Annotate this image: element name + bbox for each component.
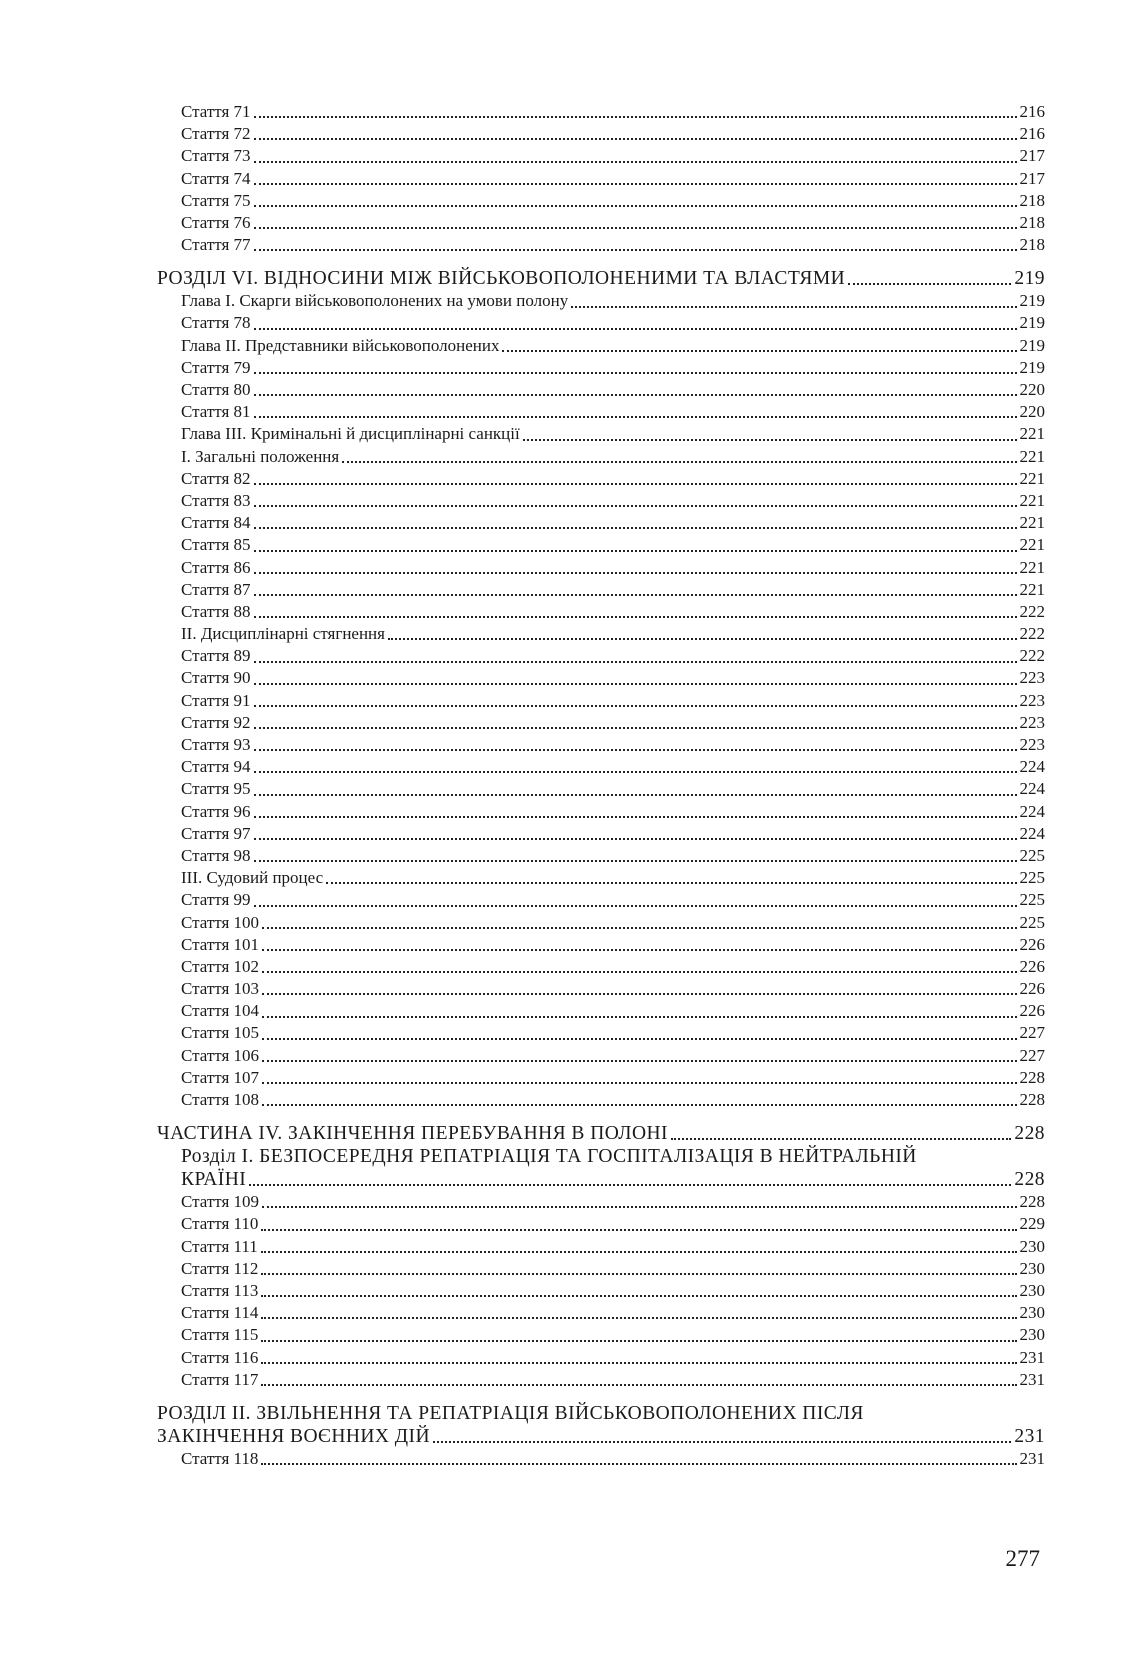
dot-leader	[523, 439, 1017, 441]
toc-entry	[157, 601, 1045, 623]
toc-entry-page: 224	[1019, 779, 1045, 799]
toc-entry-page: 223	[1019, 690, 1045, 710]
toc-entry-page: 226	[1019, 956, 1045, 976]
toc-entry-label: Стаття 71	[181, 101, 251, 121]
toc-entry	[157, 823, 1045, 845]
toc-entry	[157, 1000, 1045, 1022]
toc-entry-page: 219	[1019, 291, 1045, 311]
toc-entry	[157, 446, 1045, 468]
toc-entry	[157, 145, 1045, 167]
toc-entry-label: Стаття 72	[181, 124, 251, 144]
toc-entry	[157, 1369, 1045, 1391]
toc-entry	[157, 212, 1045, 234]
toc-entry-label: Стаття 96	[181, 801, 251, 821]
toc-entry-page: 231	[1019, 1448, 1045, 1468]
toc-entry-page: 223	[1019, 735, 1045, 755]
toc-entry-label: II. Дисциплінарні стягнення	[181, 624, 385, 644]
dot-leader	[254, 205, 1017, 207]
toc-entry-page: 230	[1019, 1303, 1045, 1323]
toc-entry	[157, 645, 1045, 667]
toc-entry-label: Стаття 117	[181, 1369, 259, 1389]
toc-entry	[157, 1302, 1045, 1324]
toc-entry-label: Стаття 112	[181, 1258, 259, 1278]
toc-entry-page: 221	[1019, 490, 1045, 510]
toc-entry-label: Стаття 99	[181, 890, 251, 910]
toc-entry	[157, 1324, 1045, 1346]
toc-entry-page: 225	[1019, 868, 1045, 888]
toc-entry-label: Стаття 91	[181, 690, 251, 710]
toc-entry-label: Стаття 84	[181, 513, 251, 533]
toc-entry-page: 219	[1019, 335, 1045, 355]
toc-entry-label: Стаття 97	[181, 823, 251, 843]
toc-entry-page: 226	[1019, 979, 1045, 999]
toc-entry-page: 226	[1019, 934, 1045, 954]
toc-entry-page: 217	[1019, 168, 1045, 188]
toc-entry-page: 230	[1019, 1258, 1045, 1278]
dot-leader	[254, 183, 1017, 185]
toc-entry-label: Стаття 100	[181, 912, 260, 932]
toc-entry-page: 219	[1019, 313, 1045, 333]
toc-entry-page: 226	[1019, 1001, 1045, 1021]
toc-entry-label: Стаття 76	[181, 212, 251, 232]
toc-entry-label: КРАЇНІ	[181, 1169, 247, 1191]
toc-entry-label: Стаття 108	[181, 1090, 260, 1110]
dot-leader	[671, 1138, 1011, 1140]
toc-entry-label: ЧАСТИНА IV. ЗАКІНЧЕННЯ ПЕРЕБУВАННЯ В ПОЛОНІ	[157, 1123, 668, 1145]
dot-leader	[262, 1016, 1016, 1018]
dot-leader	[262, 1060, 1016, 1062]
toc-entry-label: Стаття 101	[181, 934, 260, 954]
toc-entry-page: 228	[1014, 1123, 1045, 1145]
dot-leader	[254, 905, 1017, 907]
dot-leader	[262, 1038, 1016, 1040]
toc-entry-page: 222	[1019, 624, 1045, 644]
toc-entry-label: РОЗДІЛ VI. ВІДНОСИНИ МІЖ ВІЙСЬКОВОПОЛОНЕНИМИ ТА ВЛАСТЯМИ	[157, 268, 846, 290]
toc-entry-page: 219	[1014, 268, 1045, 290]
page-number: 277	[1005, 1546, 1040, 1571]
dot-leader	[261, 1340, 1016, 1342]
toc-entry	[157, 534, 1045, 556]
dot-leader	[571, 306, 1016, 308]
toc-entry-page: 228	[1019, 1067, 1045, 1087]
toc-entry-page: 229	[1019, 1214, 1045, 1234]
toc-entry-label: Стаття 92	[181, 712, 251, 732]
dot-leader	[254, 483, 1017, 485]
toc-entry-page: 230	[1019, 1280, 1045, 1300]
toc-entry-label: Стаття 88	[181, 601, 251, 621]
dot-leader	[254, 227, 1017, 229]
dot-leader	[262, 1206, 1016, 1208]
dot-leader	[433, 1441, 1011, 1443]
toc-entry	[157, 1213, 1045, 1235]
toc-entry-label: Глава I. Скарги військовополонених на умови полону	[181, 291, 569, 311]
toc-entry-label: Стаття 83	[181, 490, 251, 510]
table-of-contents	[157, 101, 1045, 1470]
toc-entry	[157, 978, 1045, 1000]
dot-leader	[388, 638, 1017, 640]
toc-entry	[157, 423, 1045, 445]
toc-entry	[157, 512, 1045, 534]
dot-leader	[254, 161, 1017, 163]
toc-entry	[157, 801, 1045, 823]
dot-leader	[254, 616, 1017, 618]
toc-entry	[157, 357, 1045, 379]
toc-entry-page: 216	[1019, 124, 1045, 144]
toc-entry-label: Стаття 90	[181, 668, 251, 688]
toc-entry-page: 221	[1019, 446, 1045, 466]
dot-leader	[261, 1273, 1016, 1275]
toc-entry-page: 221	[1019, 557, 1045, 577]
toc-entry	[157, 1236, 1045, 1258]
dot-leader	[254, 683, 1017, 685]
toc-entry-page: 222	[1019, 601, 1045, 621]
toc-entry-label: Стаття 80	[181, 380, 251, 400]
toc-entry-page: 221	[1019, 579, 1045, 599]
toc-entry	[157, 1045, 1045, 1067]
dot-leader	[254, 771, 1017, 773]
dot-leader	[254, 838, 1017, 840]
toc-entry-page: 219	[1019, 357, 1045, 377]
toc-entry-page: 228	[1019, 1090, 1045, 1110]
toc-entry-label: Стаття 86	[181, 557, 251, 577]
toc-entry	[157, 401, 1045, 423]
dot-leader	[326, 882, 1016, 884]
toc-entry-label: Глава II. Представники військовополонених	[181, 335, 500, 355]
toc-entry	[157, 867, 1045, 889]
toc-entry-label: Стаття 107	[181, 1067, 260, 1087]
toc-entry	[157, 468, 1045, 490]
dot-leader	[254, 794, 1017, 796]
dot-leader	[254, 394, 1017, 396]
toc-entry-label: Стаття 118	[181, 1448, 259, 1468]
toc-entry-label: І. Загальні положення	[181, 446, 340, 466]
dot-leader	[262, 927, 1016, 929]
toc-entry-heading: РОЗДІЛ II. ЗВІЛЬНЕННЯ ТА РЕПАТРІАЦІЯ ВІЙСЬКОВОПОЛОНЕНИХ ПІСЛЯ	[157, 1402, 864, 1424]
toc-entry-label: Стаття 106	[181, 1045, 260, 1065]
dot-leader	[261, 1362, 1016, 1364]
toc-entry-page: 225	[1019, 845, 1045, 865]
toc-entry-page: 225	[1019, 890, 1045, 910]
toc-entry	[157, 190, 1045, 212]
toc-entry	[157, 690, 1045, 712]
dot-leader	[261, 1229, 1016, 1231]
dot-leader	[254, 416, 1017, 418]
toc-entry	[157, 778, 1045, 800]
toc-entry-page: 224	[1019, 757, 1045, 777]
toc-entry-label: Стаття 115	[181, 1325, 259, 1345]
dot-leader	[262, 993, 1016, 995]
toc-entry-label: Стаття 113	[181, 1280, 259, 1300]
toc-entry-label: Стаття 93	[181, 735, 251, 755]
toc-entry	[157, 1089, 1045, 1111]
dot-leader	[261, 1295, 1016, 1297]
toc-entry	[157, 845, 1045, 867]
toc-entry-label: ЗАКІНЧЕННЯ ВОЄННИХ ДІЙ	[157, 1425, 431, 1447]
toc-entry-label: Стаття 116	[181, 1347, 259, 1367]
toc-entry-label: Стаття 109	[181, 1192, 260, 1212]
toc-entry-label: Стаття 79	[181, 357, 251, 377]
toc-entry-label: Стаття 77	[181, 235, 251, 255]
toc-entry	[157, 956, 1045, 978]
toc-entry-page: 227	[1019, 1045, 1045, 1065]
dot-leader	[254, 116, 1017, 118]
toc-entry-page: 218	[1019, 212, 1045, 232]
toc-entry-label: Стаття 110	[181, 1214, 259, 1234]
toc-entry	[157, 1168, 1045, 1191]
toc-entry-label: Стаття 114	[181, 1303, 259, 1323]
dot-leader	[254, 372, 1017, 374]
dot-leader	[254, 727, 1017, 729]
toc-entry	[157, 379, 1045, 401]
toc-entry	[157, 557, 1045, 579]
toc-entry-page: 217	[1019, 146, 1045, 166]
dot-leader	[254, 860, 1017, 862]
toc-entry	[157, 1425, 1045, 1448]
toc-entry-label: Стаття 102	[181, 956, 260, 976]
dot-leader	[254, 816, 1017, 818]
toc-entry-label: Глава III. Кримінальні й дисциплінарні санкції	[181, 424, 520, 444]
dot-leader	[261, 1251, 1017, 1253]
toc-entry	[157, 912, 1045, 934]
toc-entry	[157, 1023, 1045, 1045]
toc-entry	[157, 1122, 1045, 1145]
toc-entry-label: Стаття 75	[181, 190, 251, 210]
toc-entry	[157, 934, 1045, 956]
dot-leader	[254, 550, 1017, 552]
toc-entry	[157, 101, 1045, 123]
dot-leader	[254, 138, 1017, 140]
toc-entry	[157, 1191, 1045, 1213]
dot-leader	[848, 283, 1011, 285]
toc-entry-label: Стаття 95	[181, 779, 251, 799]
toc-entry-label: Стаття 81	[181, 402, 251, 422]
dot-leader	[254, 749, 1017, 751]
toc-entry	[157, 290, 1045, 312]
toc-entry-page: 224	[1019, 823, 1045, 843]
toc-entry-page: 227	[1019, 1023, 1045, 1043]
dot-leader	[262, 971, 1016, 973]
dot-leader	[262, 1104, 1016, 1106]
toc-entry-label: Стаття 73	[181, 146, 251, 166]
toc-entry	[157, 756, 1045, 778]
toc-entry-page: 231	[1019, 1369, 1045, 1389]
dot-leader	[502, 350, 1016, 352]
toc-entry-page: 224	[1019, 801, 1045, 821]
toc-entry	[157, 335, 1045, 357]
toc-entry-label: Стаття 94	[181, 757, 251, 777]
toc-entry	[157, 490, 1045, 512]
toc-entry-page: 231	[1014, 1425, 1045, 1447]
toc-entry-page: 218	[1019, 190, 1045, 210]
toc-entry	[157, 168, 1045, 190]
toc-entry-page: 220	[1019, 380, 1045, 400]
toc-entry-page: 220	[1019, 402, 1045, 422]
dot-leader	[261, 1317, 1016, 1319]
dot-leader	[262, 1082, 1016, 1084]
toc-entry	[157, 579, 1045, 601]
dot-leader	[254, 505, 1017, 507]
toc-entry-page: 221	[1019, 513, 1045, 533]
toc-entry-label: Стаття 89	[181, 646, 251, 666]
dot-leader	[254, 661, 1017, 663]
dot-leader	[249, 1184, 1011, 1186]
toc-entry-label: Стаття 98	[181, 845, 251, 865]
dot-leader	[254, 527, 1017, 529]
toc-entry	[157, 123, 1045, 145]
dot-leader	[261, 1463, 1016, 1465]
toc-entry-page: 223	[1019, 712, 1045, 732]
toc-entry	[157, 1347, 1045, 1369]
dot-leader	[262, 949, 1016, 951]
dot-leader	[261, 1384, 1016, 1386]
toc-entry-heading: Розділ I. БЕЗПОСЕРЕДНЯ РЕПАТРІАЦІЯ ТА ГОСПІТАЛІЗАЦІЯ В НЕЙТРАЛЬНІЙ	[181, 1146, 917, 1168]
toc-entry-page: 230	[1019, 1236, 1045, 1256]
toc-entry	[157, 712, 1045, 734]
dot-leader	[342, 461, 1016, 463]
toc-entry-page: 221	[1019, 535, 1045, 555]
dot-leader	[254, 572, 1017, 574]
toc-entry-label: Стаття 74	[181, 168, 251, 188]
toc-entry-label: Стаття 103	[181, 979, 260, 999]
toc-entry-page: 216	[1019, 101, 1045, 121]
toc-entry-page: 225	[1019, 912, 1045, 932]
toc-entry	[157, 313, 1045, 335]
toc-entry-page: 228	[1019, 1192, 1045, 1212]
toc-entry-page: 222	[1019, 646, 1045, 666]
toc-entry-page: 221	[1019, 468, 1045, 488]
toc-entry	[157, 734, 1045, 756]
toc-entry-label: III. Судовий процес	[181, 868, 324, 888]
toc-entry-page: 231	[1019, 1347, 1045, 1367]
toc-entry-page: 230	[1019, 1325, 1045, 1345]
dot-leader	[254, 328, 1017, 330]
toc-entry	[157, 668, 1045, 690]
toc-entry	[157, 1280, 1045, 1302]
toc-entry-label: Стаття 104	[181, 1001, 260, 1021]
dot-leader	[254, 249, 1017, 251]
toc-entry-page: 228	[1014, 1169, 1045, 1191]
toc-entry-label: Стаття 87	[181, 579, 251, 599]
toc-entry	[157, 234, 1045, 256]
dot-leader	[254, 594, 1017, 596]
toc-entry-page: 223	[1019, 668, 1045, 688]
toc-entry-label: Стаття 105	[181, 1023, 260, 1043]
toc-entry	[157, 1258, 1045, 1280]
toc-entry-label: Стаття 111	[181, 1236, 258, 1256]
toc-entry	[157, 1448, 1045, 1470]
toc-entry	[157, 623, 1045, 645]
toc-entry-page: 218	[1019, 235, 1045, 255]
dot-leader	[254, 705, 1017, 707]
toc-entry-page: 221	[1019, 424, 1045, 444]
toc-entry-label: Стаття 78	[181, 313, 251, 333]
toc-entry-label: Стаття 85	[181, 535, 251, 555]
toc-entry	[157, 1067, 1045, 1089]
toc-entry	[157, 267, 1045, 290]
toc-entry	[157, 889, 1045, 911]
toc-entry-label: Стаття 82	[181, 468, 251, 488]
